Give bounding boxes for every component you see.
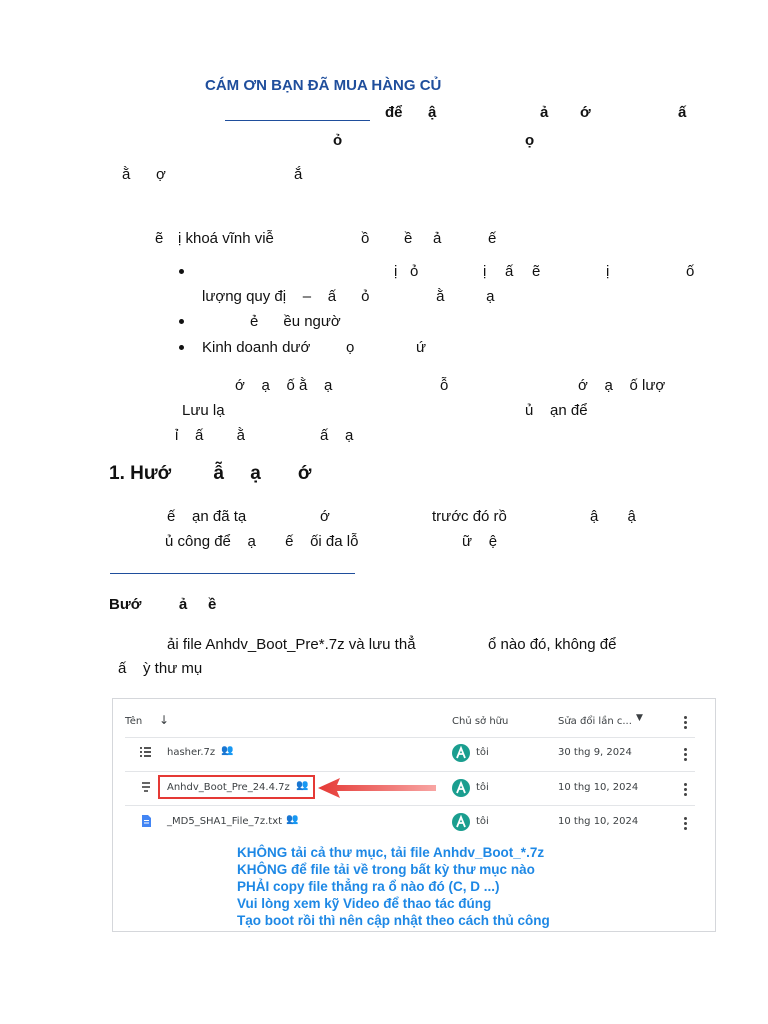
page-title: CÁM ƠN BẠN ĐÃ MUA HÀNG CỦ <box>205 77 442 94</box>
paragraph-text: ủ công để ạ ế ối đa lỗ <box>165 533 359 550</box>
hyperlink-underline[interactable] <box>225 120 370 121</box>
divider <box>125 771 695 772</box>
column-header-owner[interactable]: Chủ sở hữu <box>452 716 509 727</box>
paragraph-text: ổ nào đó, không để <box>488 636 617 653</box>
intro-text: ỏ <box>333 132 343 149</box>
file-name[interactable]: hasher.7z <box>167 747 216 758</box>
owner-name: tôi <box>476 782 489 793</box>
intro-text: ắ <box>294 166 303 183</box>
shared-icon: 👥 <box>286 814 299 825</box>
divider <box>125 737 695 738</box>
paragraph-text: ề <box>404 230 413 247</box>
bullet <box>179 345 184 350</box>
column-header-modified[interactable]: Sửa đổi lần c... <box>558 716 632 727</box>
file-name[interactable]: _MD5_SHA1_File_7z.txt <box>167 816 283 827</box>
paragraph-text: ỗ <box>440 377 449 394</box>
bullet-text: ị <box>394 263 398 280</box>
paragraph-text: trước đó rồ <box>432 508 507 525</box>
owner-avatar-icon <box>452 744 470 762</box>
warning-note: Vui lòng xem kỹ Video để thao tác đúng <box>237 896 492 911</box>
bullet-text: ẻ ều ngườ <box>250 313 341 330</box>
bullet-text: ị <box>483 263 487 280</box>
drive-file-list-screenshot <box>112 698 716 932</box>
chevron-down-icon[interactable]: ▼ <box>636 713 643 723</box>
modified-date: 10 thg 10, 2024 <box>558 816 639 827</box>
modified-date: 10 thg 10, 2024 <box>558 782 639 793</box>
owner-avatar-icon <box>452 813 470 831</box>
list-icon <box>140 747 151 757</box>
paragraph-text: ậ ậ <box>590 508 636 525</box>
warning-note: PHẢI copy file thẳng ra ổ nào đó (C, D ...) <box>237 879 500 894</box>
intro-text: ọ <box>525 132 535 149</box>
bullet-text: lượng quy đị – ấ ỏ ằ ạ <box>202 288 495 305</box>
shared-icon: 👥 <box>221 745 234 756</box>
hyperlink-underline[interactable] <box>110 573 355 574</box>
column-header-name[interactable]: Tên <box>125 716 143 727</box>
section-heading: 1. Hướ ẫ ạ ớ <box>109 463 312 484</box>
bullet <box>179 269 184 274</box>
divider <box>125 805 695 806</box>
paragraph-text: ế <box>488 230 497 247</box>
paragraph-text: ấ ỳ thư mụ <box>118 660 203 677</box>
shared-icon: 👥 <box>296 780 309 791</box>
bullet <box>179 319 184 324</box>
paragraph-text: ị khoá vĩnh viễ <box>178 230 274 247</box>
warning-note: KHÔNG để file tải về trong bất kỳ thư mục nào <box>237 862 535 877</box>
intro-text: để <box>385 104 403 121</box>
intro-text: ớ <box>580 104 591 121</box>
paragraph-text: ồ <box>361 230 370 247</box>
paragraph-text: ả <box>433 230 442 247</box>
warning-note: Tạo boot rồi thì nên cập nhật theo cách thủ công <box>237 913 550 928</box>
paragraph-text: ớ ạ ố lượ <box>578 377 666 394</box>
paragraph-text: ủ ạn để <box>525 402 588 419</box>
intro-text: ả <box>540 104 549 121</box>
modified-date: 30 thg 9, 2024 <box>558 747 632 758</box>
bullet-text: ẽ <box>532 263 541 280</box>
more-options-icon[interactable] <box>684 783 688 798</box>
bullet-text: ố <box>686 263 695 280</box>
doc-icon <box>142 815 151 827</box>
paragraph-text: Lưu lạ <box>182 402 225 419</box>
owner-name: tôi <box>476 747 489 758</box>
paragraph-text: ải file Anhdv_Boot_Pre*.7z và lưu thẳ <box>167 636 416 653</box>
intro-text: ằ <box>122 166 131 183</box>
more-options-icon[interactable] <box>684 716 688 731</box>
intro-text: ợ <box>156 166 166 183</box>
paragraph-text: ế ạn đã tạ <box>167 508 247 525</box>
bullet-text: Kinh doanh dướ <box>202 339 311 356</box>
step-heading: Bướ ả ề <box>109 596 217 613</box>
bullet-text: ấ <box>505 263 514 280</box>
paragraph-text: ỉ ấ ằ ấ ạ <box>175 427 354 444</box>
bullet-text: ỏ <box>410 263 419 280</box>
owner-avatar-icon <box>452 779 470 797</box>
warning-note: KHÔNG tải cả thư mục, tải file Anhdv_Boot_*.7z <box>237 845 545 860</box>
sort-arrow-icon[interactable]: ↓ <box>159 713 170 727</box>
bullet-text: ọ <box>346 339 355 356</box>
paragraph-text: ớ ạ ố ằ ạ <box>235 377 333 394</box>
red-arrow-icon <box>318 777 438 799</box>
more-options-icon[interactable] <box>684 817 688 832</box>
bullet-text: ứ <box>416 339 427 356</box>
file-name[interactable]: Anhdv_Boot_Pre_24.4.7z <box>167 782 290 793</box>
paragraph-text: ớ <box>320 508 330 525</box>
intro-text: ấ <box>678 104 687 121</box>
paragraph-text: ẽ <box>155 230 164 247</box>
owner-name: tôi <box>476 816 489 827</box>
more-options-icon[interactable] <box>684 748 688 763</box>
paragraph-text: ữ ệ <box>462 533 498 550</box>
intro-text: ậ <box>428 104 437 121</box>
archive-icon <box>142 782 150 792</box>
bullet-text: ị <box>606 263 610 280</box>
